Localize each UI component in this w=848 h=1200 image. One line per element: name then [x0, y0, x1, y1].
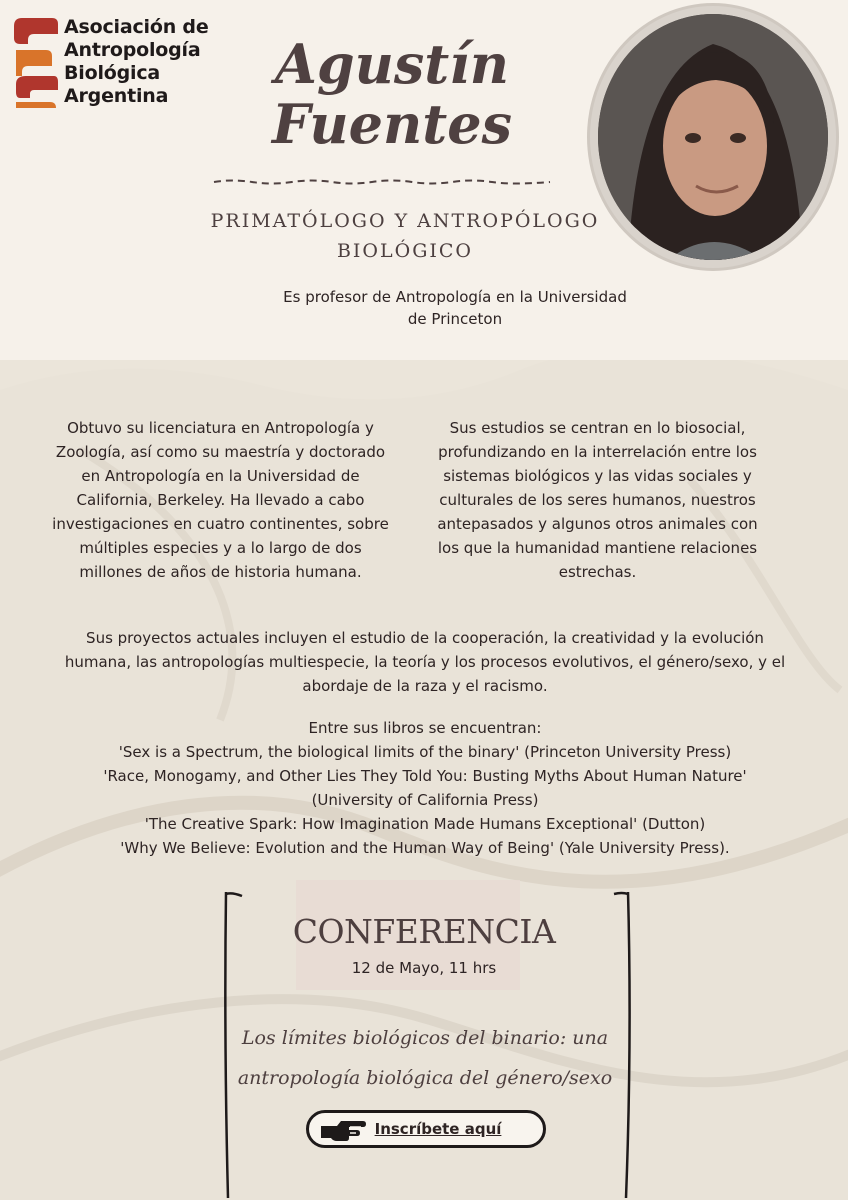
org-logo	[12, 14, 212, 114]
book-item: (University of California Press)	[311, 791, 539, 809]
org-name-line-4: Argentina	[64, 85, 169, 107]
book-item: 'Why We Believe: Evolution and the Human Way of Being' (Yale University Press).	[120, 839, 730, 857]
speaker-photo	[590, 6, 836, 268]
aaba-logo-icon	[12, 14, 60, 110]
book-item: 'Sex is a Spectrum, the biological limits of the binary' (Princeton University Press)	[118, 743, 732, 761]
org-name-line-2: Antropología	[64, 39, 201, 61]
conference-title: CONFERENCIA	[292, 912, 556, 951]
org-name-line-1: Asociación de	[64, 16, 209, 38]
speaker-affiliation: Es profesor de Antropología en la Universidad de Princeton	[283, 288, 627, 328]
bio-research-focus: Sus estudios se centran en lo biosocial, profundizando en la interrelación entre los sistemas biológicos y las vidas sociales y culturales de los seres humanos, nuestros antepasados y algunos otros animales con los que la humanidad mantiene relaciones estrechas.	[437, 419, 758, 581]
signup-link-label[interactable]: Inscríbete aquí	[374, 1120, 502, 1138]
speaker-last-name: Fuentes	[272, 92, 512, 156]
speaker-role: PRIMATÓLOGO Y ANTROPÓLOGO BIOLÓGICO	[210, 210, 600, 262]
books-list	[40, 716, 810, 860]
bio-projects: Sus proyectos actuales incluyen el estudio de la cooperación, la creatividad y la evolución humana, las antropologías multiespecie, la teoría y los procesos evolutivos, el género/sexo, y el abordaje de la raza y el racismo.	[64, 629, 786, 695]
conference-date: 12 de Mayo, 11 hrs	[351, 959, 497, 977]
org-name-line-3: Biológica	[64, 62, 161, 84]
speaker-first-name: Agustín	[274, 32, 510, 96]
signup-button[interactable]	[306, 1110, 546, 1148]
dashed-divider	[212, 178, 552, 186]
speaker-name	[262, 34, 522, 154]
book-item: 'Race, Monogamy, and Other Lies They Told You: Busting Myths About Human Nature'	[103, 767, 747, 785]
pointing-hand-icon	[319, 1118, 367, 1142]
portrait-illustration	[598, 14, 828, 260]
talk-title: Los límites biológicos del binario: una antropología biológica del género/sexo	[237, 1027, 613, 1089]
book-item: 'The Creative Spark: How Imagination Made Humans Exceptional' (Dutton)	[144, 815, 706, 833]
books-intro: Entre sus libros se encuentran:	[308, 719, 542, 737]
bio-education: Obtuvo su licenciatura en Antropología y Zoología, así como su maestría y doctorado en Antropología en la Universidad de California, Berkeley. Ha llevado a cabo investigaciones en cuatro continentes, sobre múltiples especies y a lo largo de dos millones de años de historia humana.	[52, 419, 389, 581]
